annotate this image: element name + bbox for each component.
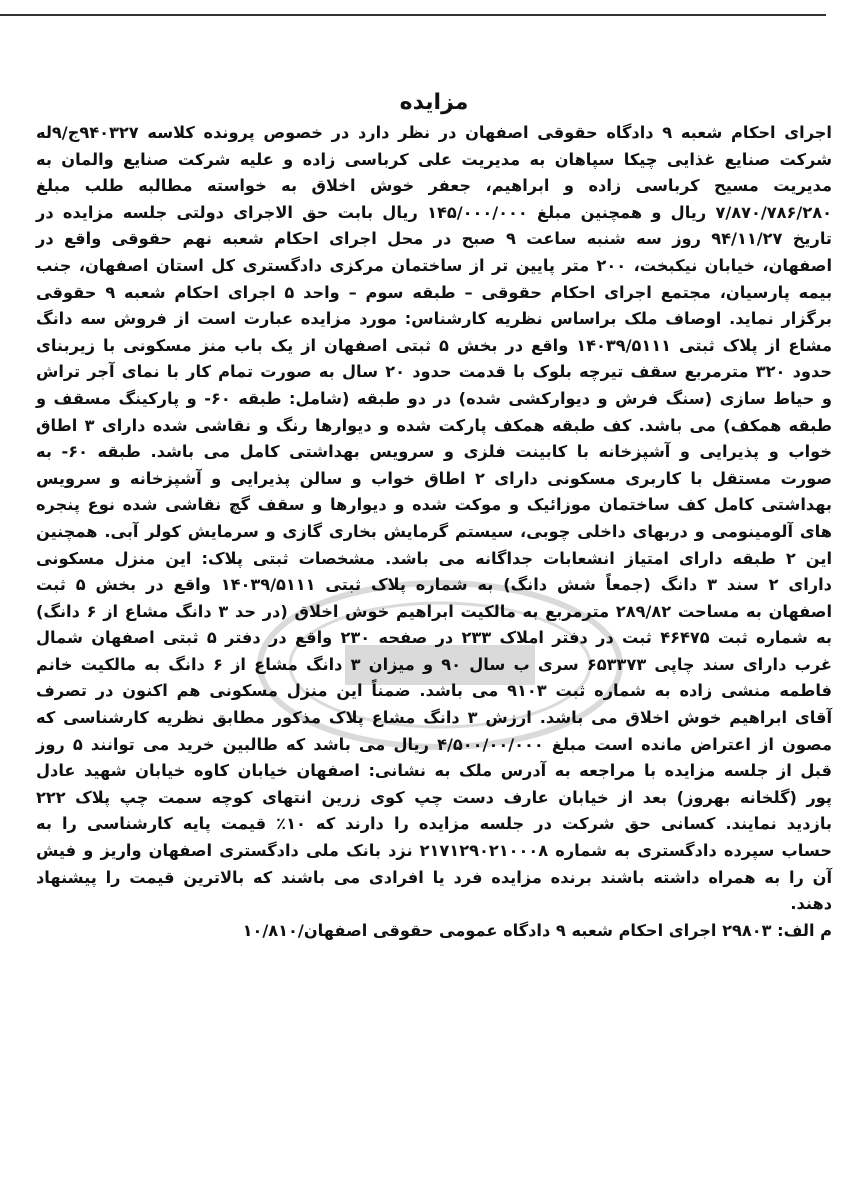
- notice-title: مزایده: [399, 90, 469, 115]
- notice-footer: م الف: ۲۹۸۰۳ اجرای احکام شعبه ۹ دادگاه عمومی حقوقی اصفهان/۱۰/۸۱۰: [242, 920, 832, 940]
- top-divider: [0, 14, 826, 16]
- notice-body: اجرای احکام شعبه ۹ دادگاه حقوقی اصفهان در نظر دارد در خصوص پرونده کلاسه ۹۴۰۳۲۷ج/۹له شرکت صنایع غذایی چیکا سپاهان به مدیریت علی کرباسی زاده و علیه شرکت صنایع والمان به مدیریت مسیح کرباسی زاده و ابراهیم، جعفر خوش اخلاق به خواسته مطالبه طلب مبلغ ۷/۸۷۰/۷۸۶/۲۸۰ ریال و همچنین مبلغ ۱۴۵/۰۰۰/۰۰۰ ریال بابت حق الاجرای دولتی جلسه مزایده در تاریخ ۹۴/۱۱/۲۷ روز سه شنبه ساعت ۹ صبح در محل اجرای احکام شعبه نهم حقوقی واقع در اصفهان، خیابان نیکبخت، ۲۰۰ متر پایین تر از ساختمان مرکزی دادگستری کل استان اصفهان، جنب بیمه پارسیان، مجتمع اجرای احکام حقوقی – طبقه سوم – واحد ۵ اجرای احکام شعبه ۹ حقوقی برگزار نماید. اوصاف ملک براساس نظریه کارشناس: مورد مزایده عبارت است از فروش سه دانگ مشاع از پلاک ثبتی ۱۴۰۳۹/۵۱۱۱ واقع در بخش ۵ ثبتی اصفهان از یک باب منز مسکونی با زیربنای حدود ۳۲۰ مترمربع سقف تیرچه بلوک با قدمت حدود ۲۰ سال به صورت تمام کار با نمای آجر تراش و حیاط سازی (سنگ فرش و دیوارکشی شده) در دو طبقه (شامل: طبقه ۶۰- و پارکینگ مسقف و طبقه همکف) می باشد. کف طبقه همکف پارکت شده و دیوارها رنگ و نقاشی شده دارای ۳ اطاق خواب و پذیرایی و آشپزخانه با کابینت فلزی و سرویس بهداشتی کامل می باشد. طبقه ۶۰- به صورت مستقل با کاربری مسکونی دارای ۲ اطاق خواب و سالن پذیرایی و آشپزخانه و سرویس بهداشتی کامل کف ساختمان موزائیک و موکت شده و دیوارها و سقف گچ نقاشی شده نوع پنجره های آلومینومی و دربهای داخلی چوبی، سیستم گرمایش بخاری گازی و سرمایش کولر آبی. همچنین این ۲ طبقه دارای امتیاز انشعابات جداگانه می باشد. مشخصات ثبتی پلاک: این منزل مسکونی دارای ۲ سند ۳ دانگ (جمعاً شش دانگ) به شماره پلاک ثبتی ۱۴۰۳۹/۵۱۱۱ واقع در بخش ۵ ثبت اصفهان به مساحت ۲۸۹/۸۲ مترمربع به مالکیت ابراهیم خوش اخلاق (در حد ۳ دانگ مشاع از ۶ دانگ) به شماره ثبت ۴۶۴۷۵ ثبت در دفتر املاک ۲۳۳ در صفحه ۲۳۰ واقع در دفتر ۵ ثبتی اصفهان شمال غرب دارای سند چاپی ۶۵۳۳۷۳ سری ب سال ۹۰ و میزان ۳ دانگ مشاع از ۶ دانگ به مالکیت خانم فاطمه منشی زاده به شماره ثبت ۹۱۰۳ می باشد. ضمناً این منزل مسکونی هم اکنون در تصرف آقای ابراهیم خوش اخلاق می باشد. ارزش ۳ دانگ مشاع پلاک مذکور مطابق نظریه کارشناسی که مصون از اعتراض مانده است مبلغ ۴/۵۰۰/۰۰/۰۰۰ ریال می باشد که طالبین خرید می توانند ۵ روز قبل از جلسه مزایده با مراجعه به آدرس ملک به نشانی: اصفهان خیابان کاوه خیابان شهید عادل پور (گلخانه بهروز) بعد از خیابان عارف دست چپ کوی زرین انتهای کوچه سمت چپ پلاک ۲۲۲ بازدید نمایند. کسانی حق شرکت در جلسه مزایده را دارند که ۱۰٪ قیمت پایه کارشناسی را به حساب سپرده دادگستری به شماره ۲۱۷۱۲۹۰۲۱۰۰۰۸ نزد بانک ملی دادگستری اصفهان واریز و فیش آن را به همراه داشته باشند برنده مزایده فرد یا افرادی می باشند که بالاترین قیمت را پیشنهاد دهند.: [36, 123, 833, 914]
- auction-notice: [36, 88, 832, 944]
